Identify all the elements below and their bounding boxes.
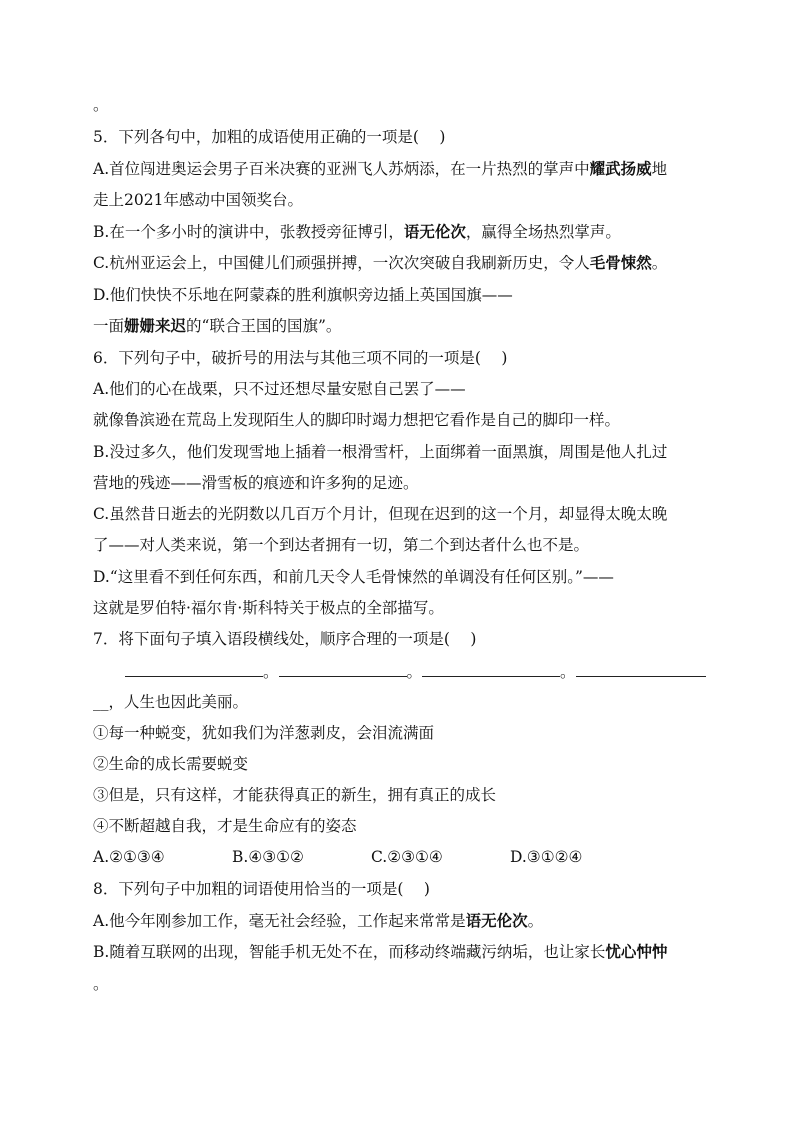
question-6-option-d-cont: 这就是罗伯特·福尔肯·斯科特关于极点的全部描写。 [93, 599, 444, 617]
question-8-option-b [93, 941, 667, 963]
fill-blank[interactable] [125, 660, 263, 677]
question-7-blanks [125, 660, 706, 683]
question-5-stem: 5．下列各句中，加粗的成语使用正确的一项是( ) [93, 128, 446, 146]
blank-separator: 。 [263, 663, 279, 681]
question-7-sentence-3: ③但是，只有这样，才能获得真正的新生，拥有真正的成长 [93, 786, 497, 804]
question-5-option-a-cont: 走上2021年感动中国领奖台。 [93, 191, 303, 209]
fill-blank[interactable] [279, 660, 407, 677]
question-6-option-a: A.他们的心在战栗，只不过还想尽量安慰自己罢了—— [93, 380, 466, 398]
option-text: 的“联合王国的国旗”。 [186, 317, 342, 335]
option-text: C.杭州亚运会上，中国健儿们顽强拼搏，一次次突破自我刷新历史，令人 [93, 254, 590, 272]
option-b: B.④③①② [232, 848, 304, 866]
option-text: B.随着互联网的出现，智能手机无处不在，而移动终端藏污纳垢，也让家长 [93, 943, 606, 961]
option-text: A.他今年刚参加工作，毫无社会经验，工作起来常常是 [93, 912, 466, 930]
question-6-stem: 6．下列句子中，破折号的用法与其他三项不同的一项是( ) [93, 349, 508, 367]
question-8-stem: 8．下列句子中加粗的词语使用恰当的一项是( ) [93, 880, 430, 898]
question-5-option-d-cont [93, 315, 341, 337]
option-text: 地 [651, 160, 668, 178]
question-5-option-d: D.他们快快不乐地在阿蒙森的胜利旗帜旁边插上英国国旗—— [93, 286, 513, 304]
option-a: A.②①③④ [93, 848, 165, 866]
bold-idiom: 语无伦次 [403, 222, 466, 241]
question-6-option-b-cont: 营地的残迹——滑雪板的痕迹和许多狗的足迹。 [93, 474, 419, 492]
bold-idiom: 耀武扬威 [589, 159, 652, 178]
fill-blank[interactable] [422, 660, 560, 677]
question-6-option-c: C.虽然昔日逝去的光阴数以几百万个月计，但现在迟到的这一个月，却显得太晚太晚 [93, 505, 668, 523]
question-7-stem: 7．将下面句子填入语段横线处，顺序合理的一项是( ) [93, 630, 477, 648]
bold-idiom: 毛骨悚然 [589, 253, 652, 272]
question-6-option-c-cont: 了——对人类来说，第一个到达者拥有一切，第二个到达者什么也不是。 [93, 536, 590, 554]
question-7-sentence-4: ④不断超越自我，才是生命应有的姿态 [93, 817, 357, 835]
option-d: D.③①②④ [510, 848, 583, 866]
text-line: 。 [93, 96, 109, 114]
bold-idiom: 语无伦次 [465, 911, 528, 930]
option-text: A.首位闯进奥运会男子百米决赛的亚洲飞人苏炳添，在一片热烈的掌声中 [93, 160, 590, 178]
option-text: 。 [651, 254, 668, 272]
question-6-option-b: B.没过多久，他们发现雪地上插着一根滑雪杆，上面绑着一面黑旗，周围是他人扎过 [93, 443, 668, 461]
question-8-option-a [93, 910, 543, 932]
option-text: 。 [527, 912, 544, 930]
option-c: C.②③①④ [371, 848, 443, 866]
question-6-option-a-cont: 就像鲁滨逊在荒岛上发现陌生人的脚印时竭力想把它看作是自己的脚印一样。 [93, 411, 621, 429]
fill-blank[interactable] [576, 660, 706, 677]
question-5-option-b [93, 221, 621, 243]
question-7-tail: __，人生也因此美丽。 [93, 693, 249, 711]
question-7-sentence-1: ①每一种蜕变，犹如我们为洋葱剥皮，会泪流满面 [93, 724, 435, 742]
question-5-option-a [93, 158, 667, 180]
option-text: ，赢得全场热烈掌声。 [465, 223, 621, 241]
option-text: B.在一个多小时的演讲中，张教授旁征博引， [93, 223, 404, 241]
bold-idiom: 姗姗来迟 [124, 316, 187, 335]
option-text: 一面 [93, 317, 125, 335]
question-6-option-d: D.“这里看不到任何东西，和前几天令人毛骨悚然的单调没有任何区别。”—— [93, 568, 614, 586]
question-8-option-b-cont: 。 [93, 975, 109, 993]
question-7-sentence-2: ②生命的成长需要蜕变 [93, 755, 249, 773]
question-5-option-c [93, 252, 667, 274]
bold-idiom: 忧心忡忡 [605, 942, 668, 961]
blank-separator: 。 [406, 663, 423, 681]
blank-separator: 。 [560, 663, 576, 681]
